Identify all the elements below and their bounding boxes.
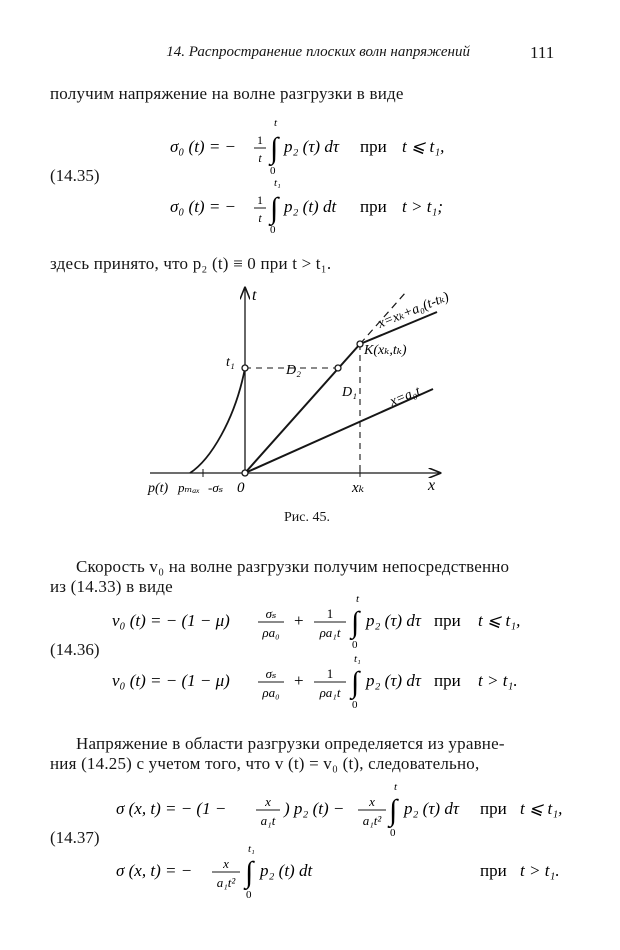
condition-word: при	[434, 611, 461, 630]
point-origin	[242, 470, 248, 476]
lhs: v₀ (t) = − (1 − μ)	[112, 671, 230, 690]
plus: +	[294, 611, 304, 630]
lhs: v₀ (t) = − (1 − μ)	[112, 611, 230, 630]
paragraph-4-line-1: Напряжение в области разгрузки определяется из уравне-	[76, 734, 505, 753]
eq-14-36-line-1	[112, 594, 520, 651]
integrand: p₂ (τ) dτ	[284, 137, 339, 156]
integrand: p₂ (τ) dτ	[366, 671, 421, 690]
eq-14-36-line-2	[112, 653, 518, 711]
equation-14-37	[100, 778, 590, 902]
lhs: σ (x, t) = − (1 −	[116, 799, 227, 818]
lower-limit: 0	[390, 827, 396, 839]
running-header-title: 14. Распространение плоских волн напряжений	[166, 44, 470, 60]
lhs: σ₀ (t) = −	[170, 137, 237, 156]
condition: t > t₁;	[402, 197, 443, 216]
f1-num: σₛ	[265, 606, 277, 621]
label-t-axis: t	[252, 287, 257, 304]
f1-num: x	[265, 794, 271, 809]
integrand: p₂ (t) dt	[260, 861, 313, 880]
integral-sign: ∫	[351, 606, 360, 639]
label-K: K(xₖ,tₖ)	[364, 343, 407, 358]
equation-number-14-37: (14.37)	[50, 828, 100, 847]
upper-limit: t	[394, 781, 398, 793]
point-t1	[242, 365, 248, 371]
equation-14-36	[100, 594, 540, 714]
integral-sign: ∫	[351, 666, 360, 699]
figure-45	[140, 280, 470, 502]
frac-den: t	[258, 211, 262, 225]
integrand: p₂ (t) dt	[284, 197, 337, 216]
eq-14-35-line-1	[170, 118, 444, 177]
integrand: p₂ (τ) dτ	[366, 611, 421, 630]
lower-limit: 0	[246, 889, 252, 901]
f2-den: ρa₁t	[319, 625, 341, 640]
condition-word: при	[360, 137, 387, 156]
f2-num: x	[369, 794, 375, 809]
f1-den: ρa₀	[262, 625, 280, 640]
f1-den: a₁t²	[216, 875, 236, 890]
upper-limit: t	[356, 594, 360, 605]
condition-word: при	[434, 671, 461, 690]
f1-den: a₁t	[260, 813, 276, 828]
f2-num: 1	[326, 666, 334, 681]
integral-sign: ∫	[270, 132, 279, 165]
paragraph-2: здесь принято, что p₂ (t) ≡ 0 при t > t₁.	[50, 254, 332, 273]
paragraph-1: получим напряжение на волне разгрузки в виде	[50, 84, 404, 103]
paragraph-3-line-2: из (14.33) в виде	[50, 577, 173, 596]
label-p-t: p(t)	[148, 481, 169, 496]
label-xk: xₖ	[352, 480, 365, 496]
page-number: 111	[530, 43, 555, 62]
line-origin-to-K	[245, 344, 360, 473]
condition: t > t₁.	[520, 861, 560, 880]
f1-num: x	[223, 856, 229, 871]
equation-14-35	[160, 118, 480, 234]
integral-sign: ∫	[270, 192, 279, 225]
condition-word: при	[480, 799, 507, 818]
lhs: σ (x, t) = −	[116, 861, 193, 880]
condition: t ⩽ t₁,	[402, 137, 445, 156]
condition: t ⩽ t₁,	[520, 799, 563, 818]
label-D1: D₁	[342, 385, 357, 400]
middle: ) p₂ (t) −	[284, 799, 345, 818]
upper-limit: t	[274, 118, 278, 129]
integrand: p₂ (τ) dτ	[404, 799, 459, 818]
f1-den: ρa₀	[262, 685, 280, 700]
lower-limit: 0	[270, 165, 276, 177]
plus: +	[294, 671, 304, 690]
eq-14-37-line-1	[116, 781, 562, 839]
label-D2: D₂	[286, 363, 301, 378]
upper-limit: t₁	[248, 843, 255, 855]
condition-word: при	[360, 197, 387, 216]
frac-num: 1	[257, 133, 263, 147]
paragraph-4-line-2: ния (14.25) с учетом того, что v (t) = v₀ (t), следовательно,	[50, 754, 480, 773]
eq-14-37-line-2	[116, 843, 560, 901]
point-K	[357, 341, 363, 347]
label-line-lower: x=a₀t	[387, 384, 423, 410]
label-sigma-s: -σₛ	[208, 480, 224, 495]
lhs: σ₀ (t) = −	[170, 197, 237, 216]
upper-limit: t₁	[354, 653, 361, 665]
condition: t > t₁.	[478, 671, 518, 690]
paragraph-3-line-1: Скорость v₀ на волне разгрузки получим непосредственно	[76, 557, 510, 576]
integral-sign: ∫	[245, 856, 254, 889]
point-d2-end	[335, 365, 341, 371]
label-pmax: pₘₐₓ	[178, 480, 200, 495]
lower-limit: 0	[270, 224, 276, 234]
eq-14-35-line-2	[170, 177, 443, 234]
f2-den: ρa₁t	[319, 685, 341, 700]
label-t1: t₁	[226, 355, 235, 370]
equation-number-14-36: (14.36)	[50, 640, 100, 659]
label-x-axis: x	[428, 477, 436, 494]
lower-limit: 0	[352, 639, 358, 651]
condition-word: при	[480, 861, 507, 880]
frac-den: t	[258, 151, 262, 165]
upper-limit: t₁	[274, 177, 281, 189]
figure-caption: Рис. 45.	[284, 510, 330, 525]
f1-num: σₛ	[265, 666, 277, 681]
label-origin: 0	[237, 480, 245, 496]
f2-num: 1	[326, 606, 334, 621]
lower-limit: 0	[352, 699, 358, 711]
pressure-curve	[190, 368, 245, 473]
equation-number-14-35: (14.35)	[50, 166, 100, 185]
label-line-upper: x=xₖ+a₀(t-tₖ)	[375, 289, 452, 332]
condition: t ⩽ t₁,	[478, 611, 521, 630]
f2-den: a₁t²	[362, 813, 382, 828]
frac-num: 1	[257, 193, 263, 207]
integral-sign: ∫	[389, 794, 398, 827]
